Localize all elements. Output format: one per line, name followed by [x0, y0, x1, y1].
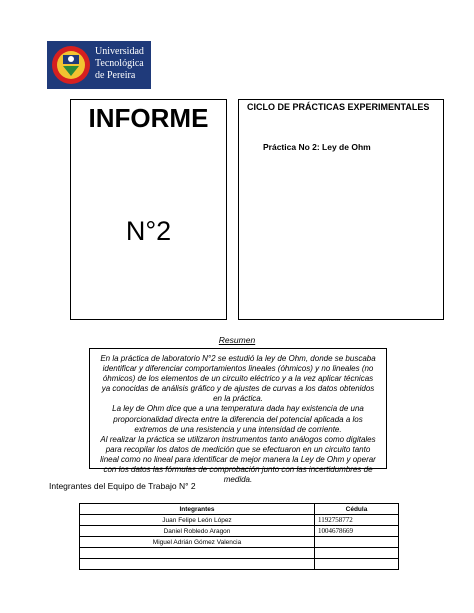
header-integrantes: Integrantes: [80, 504, 315, 515]
resumen-paragraph: Al realizar la práctica se utilizaron instrumentos tanto análogos como digitales para recopilar los datos de medición que se efectuaron en un circuito tanto lineal como no lineal para identificar de mejor manera la Ley de Ohm y operar con los datos las fórmulas de comprobación junto con las incertidumbres de medida.: [100, 434, 376, 485]
member-name: [80, 559, 315, 570]
practice-box: [238, 99, 444, 320]
header-cedula: Cédula: [315, 504, 399, 515]
member-cedula: [315, 537, 399, 548]
table-row: [80, 515, 399, 526]
member-cedula: [315, 548, 399, 559]
informe-number: N°2: [125, 216, 172, 246]
resumen-box: [89, 348, 387, 485]
university-seal-icon: [50, 44, 92, 86]
member-name: [80, 548, 315, 559]
university-logo: [47, 41, 151, 89]
member-cedula: 1004678669: [315, 526, 399, 537]
integrantes-label: Integrantes del Equipo de Trabajo N° 2: [49, 481, 196, 491]
member-name: Daniel Robledo Aragon: [80, 526, 315, 537]
logo-line: Universidad: [95, 46, 144, 57]
resumen-paragraph: En la práctica de laboratorio N°2 se estudió la ley de Ohm, donde se buscaba identificar y diferenciar comportamientos lineales (óhmicos) y no lineales (no óhmicos) de los elementos de un circuito eléctrico y a la vez aplicar técnicas ya conocidas de análisis gráfico y de ajustes de curvas a los datos obtenidos en la práctica.: [100, 354, 376, 404]
university-name: [95, 46, 151, 82]
table-row: [80, 559, 399, 570]
logo-line: Tecnológica: [95, 58, 144, 69]
member-name: Juan Felipe León López: [80, 515, 315, 526]
practica-title: Práctica No 2: Ley de Ohm: [263, 142, 371, 152]
informe-box: [70, 99, 227, 320]
table-header-row: [80, 504, 399, 515]
member-cedula: 1192758772: [315, 515, 399, 526]
resumen-heading: Resumen: [218, 335, 256, 345]
member-name: Miguel Adrián Gómez Valencia: [80, 537, 315, 548]
table-row: [80, 537, 399, 548]
logo-line: de Pereira: [95, 70, 136, 81]
resumen-paragraph: La ley de Ohm dice que a una temperatura dada hay existencia de una proporcionalidad directa entre la diferencia del potencial aplicada a los extremos de una resistencia y una intensidad de corriente.: [112, 404, 364, 434]
table-row: [80, 548, 399, 559]
integrantes-table: [79, 503, 399, 570]
ciclo-title: CICLO DE PRÁCTICAS EXPERIMENTALES: [247, 102, 430, 112]
member-cedula: [315, 559, 399, 570]
informe-title: INFORME: [88, 103, 209, 133]
table-row: [80, 526, 399, 537]
